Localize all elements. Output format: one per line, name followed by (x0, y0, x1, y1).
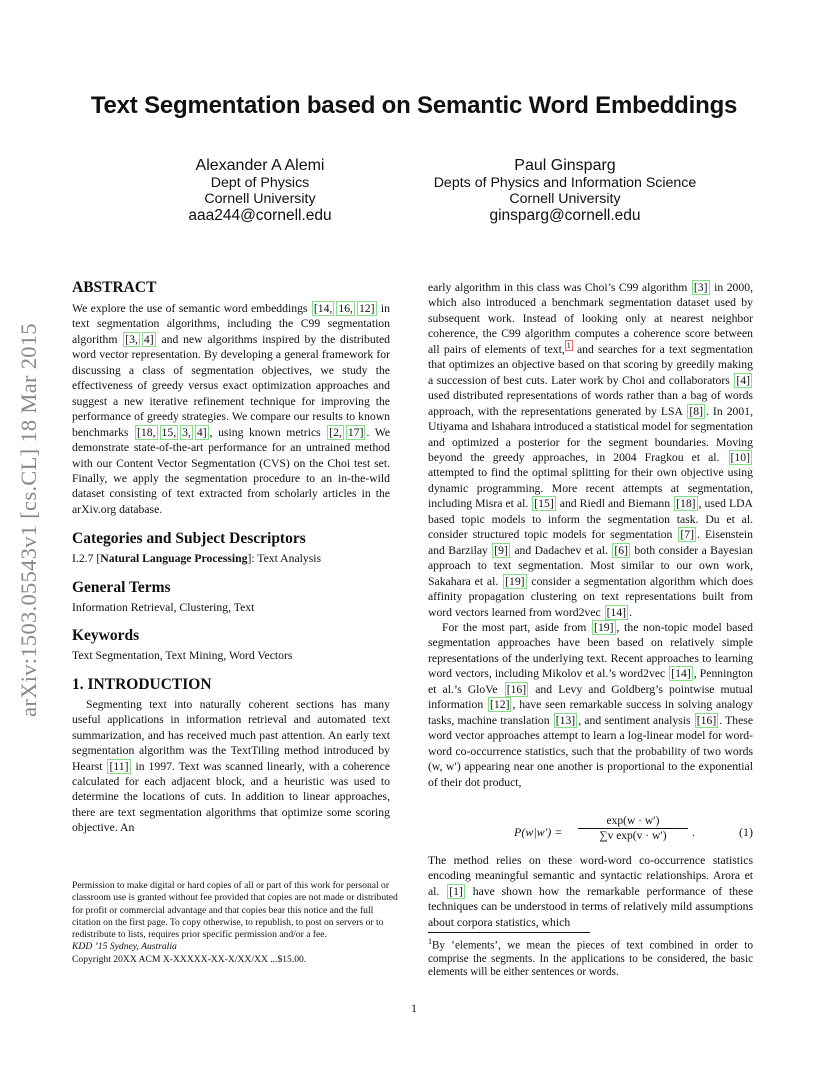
footnote-mark[interactable]: 1 (566, 340, 571, 350)
citation-link[interactable]: [19] (594, 620, 614, 634)
citation-link[interactable]: [10] (730, 450, 751, 464)
general-terms-heading: General Terms (72, 578, 171, 596)
keywords-text: Text Segmentation, Text Mining, Word Vectors (72, 649, 293, 663)
equation-numerator: exp(w · w′) (578, 815, 688, 829)
citation-link[interactable]: [14, (313, 302, 333, 315)
equation-number: (1) (739, 825, 753, 839)
citation-link[interactable]: [3] (693, 281, 708, 294)
author-institution: Cornell University (509, 191, 621, 207)
right-column-lower (428, 853, 753, 930)
citation-link[interactable]: [4] (736, 373, 751, 387)
footnote-number: 1 (428, 937, 432, 946)
citation-link[interactable]: [13] (555, 713, 576, 727)
author-institution: Cornell University (204, 191, 316, 207)
introduction-text: Segmenting text into naturally coherent sections has many useful applications in information retrieval and automated text summarization, and has received much past attention. An early text segmentation algorithm was the TextTiling method introduced by Hearst [11] in 1997. Text was scanned linearly, with a coherence calculated for each adjacent block, and a heuristic was used to determine the locations of cuts. In addition to linear approaches, there are text segmentation algorithms that optimize some scoring objective. An (72, 697, 391, 835)
citation-link[interactable]: [7] (680, 528, 695, 542)
keywords-heading: Keywords (72, 627, 140, 645)
author-block-2 (420, 156, 710, 225)
citation-link[interactable]: [18] (676, 497, 696, 511)
footnote-text: By ‘elements’, we mean the pieces of text combined in order to comprise the segments. In the applications to be considered, the basic elements will be either sentences or words. (428, 939, 753, 979)
equation-period: . (692, 825, 695, 839)
permission-text: Permission to make digital or hard copies of all or part of this work for personal or classroom use is granted without fee provided that copies are not made or distributed for profit or commercial advantage and that copies bear this notice and the full citation on the first page. To copy otherwise, to republish, to post on servers or to redistribute to lists, requires prior specific permission and/or a fee. (72, 880, 398, 941)
right-column (428, 280, 753, 790)
citation-link[interactable]: [12] (490, 698, 510, 712)
paper-title: Text Segmentation based on Semantic Word Embeddings (90, 92, 738, 119)
abstract-heading: ABSTRACT (72, 279, 157, 296)
equation-lhs: P(w|w′) = (514, 825, 563, 839)
paragraph: The method relies on these word-word co-occurrence statistics encoding meaningful semantic and syntactic relationships. Arora et al. [1] have shown how the remarkable performance of these techniques can be understood in terms of relatively mild assumptions about corpora statistics, which (428, 854, 754, 929)
author-block-1 (140, 156, 380, 225)
citation-link[interactable]: [11] (109, 759, 129, 773)
citation-link[interactable]: [16] (506, 682, 527, 696)
citation-link[interactable]: [19] (505, 574, 525, 588)
author-affiliation: Depts of Physics and Information Science (433, 175, 697, 191)
introduction-heading: 1. INTRODUCTION (72, 675, 212, 693)
permission-notice (72, 880, 402, 966)
citation-link[interactable]: [6] (614, 543, 628, 557)
arxiv-stamp-text: arXiv:1503.05543v1 [cs.CL] 18 Mar 2015 (16, 323, 42, 717)
categories-text: I.2.7 [Natural Language Processing]: Text Analysis (72, 552, 322, 566)
author-affiliation: Dept of Physics (210, 175, 310, 191)
equation-denominator: ∑v exp(v · w′) (599, 830, 667, 842)
citation-link[interactable]: [15] (534, 497, 554, 511)
citation-link[interactable]: [2, (329, 425, 342, 439)
equation-1 (428, 813, 753, 853)
citation-link[interactable]: 16, (338, 302, 353, 315)
citation-link[interactable]: 12] (358, 302, 375, 315)
equation-fraction (578, 815, 688, 842)
author-email: ginsparg@cornell.edu (489, 207, 641, 224)
arxiv-stamp (6, 285, 52, 755)
citation-link[interactable]: 3, (182, 425, 191, 439)
page-number: 1 (411, 1001, 417, 1015)
citation-link[interactable]: [18, (137, 425, 156, 439)
author-name: Alexander A Alemi (195, 157, 325, 174)
citation-link[interactable]: [9] (494, 543, 508, 557)
paragraph: early algorithm in this class was Choi’s C99 algorithm [3] in 2000, which also introduced a benchmark segmentation dataset used by subsequent work. Instead of looking only at nearest neighbor coherence, the C99 algorithm computes a coherence score between all pairs of elements of text, $^1$ and searches for a text segmentation that optimizes an objective based on that scoring by greedily making a succession of best cuts. Later work by Choi and collaborators [4] used distributed representations of words rather than a bag of words approach, with the representations generated by LSA [8] . In 2001, Utiyama and Ishahara introduced a statistical model for segmentation and optimized a posterior for the segment boundaries. Moving beyond the greedy approaches, in 2004 Fragkou et al. [10] attempted to find the optimal splitting for their own objective using dynamic programming. More recent attempts at segmentation, including Misra et al. [15] and Riedl and Biemann [18] , used LDA based topic models to inform the segmentation task. Du et al. consider structured topic models for segmentation [7] . Eisenstein and Barzilay [9] and Dadachev et al. [6] both consider a Bayesian approach to text segmentation. Most similar to our own work, Sakahara et al. [19] consider a segmentation algorithm which does affinity propagation clustering on text representations built from word vectors learned from word2vec [14] . (428, 281, 754, 619)
abstract-text: We explore the use of semantic word embeddings [14, 16, 12] in text segmentation algorithms, including the C99 segmentation algorithm [3, 4] and new algorithms inspired by the distributed word vector representation. By developing a general framework for discussing a class of segmentation objectives, we study the effectiveness of greedy versus exact optimization approaches and suggest a new iterative refinement technique for improving the performance of greedy strategies. We compare our results to known benchmarks [18, 15, 3, 4] , using known metrics [2, 17] . We demonstrate state-of-the-art performance for an untrained method with our Content Vector Segmentation (CVS) on the Choi test set. Finally, we apply the segmentation procedure to an in-the-wild dataset consisting of text extracted from scholarly articles in the arXiv.org database. (72, 302, 391, 516)
footnote (428, 935, 753, 979)
paragraph: For the most part, aside from [19] , the non-topic model based segmentation approaches have been based on relatively simple representations of the underlying text. Recent approaches to learning word vectors, including Mikolov et al.’s word2vec [14] , Pennington et al.’s GloVe [16] and Levy and Goldberg’s pointwise mutual information [12] , have seen remarkable success in solving analogy tasks, machine translation [13] , and sentiment analysis [16] . These word vector approaches attempt to learn a log-linear model for word-word co-occurrence statistics, such that the probability of two words (w, w′) appearing near one another is proportional to the exponential of their dot product, (428, 620, 754, 789)
footnote-rule (428, 932, 590, 933)
citation-link[interactable]: 15, (161, 425, 177, 439)
citation-link[interactable]: [14] (671, 667, 691, 681)
categories-heading: Categories and Subject Descriptors (72, 530, 306, 548)
copyright-line: Copyright 20XX ACM X-XXXXX-XX-X/XX/XX ...$15.00. (72, 953, 307, 965)
author-email: aaa244@cornell.edu (188, 207, 332, 224)
citation-link[interactable]: [14] (606, 605, 627, 619)
citation-link[interactable]: [3, (125, 332, 138, 346)
general-terms-text: Information Retrieval, Clustering, Text (72, 600, 255, 614)
citation-link[interactable]: 17] (347, 425, 364, 439)
citation-link[interactable]: [16] (696, 713, 717, 727)
citation-link[interactable]: [8] (689, 404, 703, 418)
author-name: Paul Ginsparg (514, 157, 616, 174)
conference-venue: KDD ’15 Sydney, Australia (72, 941, 177, 953)
citation-link[interactable]: [1] (449, 884, 463, 898)
left-column (72, 279, 390, 836)
citation-link[interactable]: 4] (196, 425, 207, 439)
citation-link[interactable]: 4] (143, 332, 154, 346)
